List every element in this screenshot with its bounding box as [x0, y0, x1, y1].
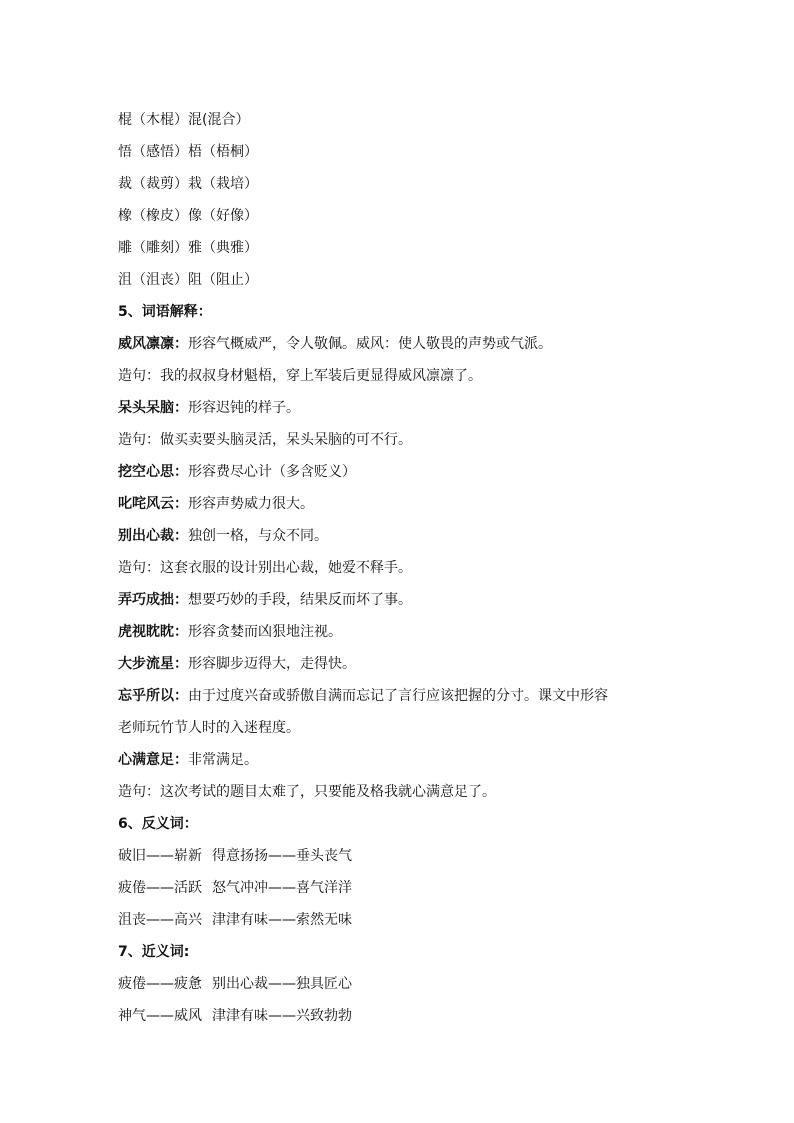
antonym-pair: 破旧——崭新 — [118, 848, 202, 864]
antonym-pair: 得意扬扬——垂头丧气 — [212, 848, 352, 864]
synonym-pair: 神气——威风 — [118, 1008, 202, 1024]
definition-line — [118, 392, 718, 424]
synonym-pair: 疲倦——疲惫 — [118, 976, 202, 992]
definition-text: 形容费尽心计（多含贬义） — [188, 464, 356, 480]
char-pair-line: 沮（沮丧）阻（阻止） — [118, 272, 258, 288]
section-heading-word-explanation: 5、词语解释： — [118, 304, 212, 320]
antonym-pair: 疲倦——活跃 — [118, 880, 202, 896]
definition-continuation-line — [118, 712, 718, 744]
section-heading-synonyms: 7、近义词: — [118, 944, 190, 960]
char-pair-line: 雕（雕刻）雅（典雅） — [118, 240, 258, 256]
definition-line — [118, 680, 718, 712]
synonym-row — [118, 1000, 718, 1032]
term: 别出心裁： — [118, 528, 188, 544]
definition-text: 形容贪婪而凶狠地注视。 — [188, 624, 342, 640]
antonym-pair: 津津有味——索然无味 — [212, 912, 352, 928]
definition-text: 形容气概威严，令人敬佩。威风：使人敬畏的声势或气派。 — [188, 336, 552, 352]
definition-line — [118, 648, 718, 680]
example-sentence-line — [118, 776, 718, 808]
definition-line — [118, 744, 718, 776]
synonym-row — [118, 968, 718, 1000]
example-text: 造句：这次考试的题目太难了，只要能及格我就心满意足了。 — [118, 784, 496, 800]
example-text: 造句：这套衣服的设计别出心裁，她爱不释手。 — [118, 560, 412, 576]
synonym-pair: 别出心裁——独具匠心 — [212, 976, 352, 992]
definition-text: 独创一格，与众不同。 — [188, 528, 328, 544]
term: 忘乎所以： — [118, 688, 188, 704]
definition-text: 形容声势威力很大。 — [188, 496, 314, 512]
definition-text: 想要巧妙的手段，结果反而坏了事。 — [188, 592, 412, 608]
example-sentence-line — [118, 424, 718, 456]
example-text: 造句：做买卖要头脑灵活，呆头呆脑的可不行。 — [118, 432, 412, 448]
char-pair-line: 棍（木棍）混(混合） — [118, 112, 250, 128]
definition-line — [118, 328, 718, 360]
section-heading-antonyms: 6、反义词： — [118, 816, 198, 832]
char-pair-line: 橡（橡皮）像（好像） — [118, 208, 258, 224]
antonym-row — [118, 904, 718, 936]
term: 呆头呆脑： — [118, 400, 188, 416]
definition-line — [118, 488, 718, 520]
definition-text: 老师玩竹节人时的入迷程度。 — [118, 720, 300, 736]
example-text: 造句：我的叔叔身材魁梧，穿上军装后更显得威风凛凛了。 — [118, 368, 482, 384]
definition-text: 由于过度兴奋或骄傲自满而忘记了言行应该把握的分寸。课文中形容 — [188, 688, 608, 704]
document-body — [118, 104, 718, 1032]
term: 威风凛凛： — [118, 336, 188, 352]
antonym-row — [118, 840, 718, 872]
term: 弄巧成拙： — [118, 592, 188, 608]
definition-text: 形容脚步迈得大，走得快。 — [188, 656, 356, 672]
term: 大步流星： — [118, 656, 188, 672]
definition-line — [118, 520, 718, 552]
antonym-pair: 沮丧——高兴 — [118, 912, 202, 928]
definition-line — [118, 584, 718, 616]
char-pair-line: 裁（裁剪）栽（栽培） — [118, 176, 258, 192]
example-sentence-line — [118, 360, 718, 392]
definition-text: 形容迟钝的样子。 — [188, 400, 300, 416]
definition-text: 非常满足。 — [188, 752, 258, 768]
antonym-row — [118, 872, 718, 904]
term: 叱咤风云： — [118, 496, 188, 512]
definition-line — [118, 456, 718, 488]
char-pair-line: 悟（感悟）梧（梧桐） — [118, 144, 258, 160]
synonym-pair: 津津有味——兴致勃勃 — [212, 1008, 352, 1024]
antonym-pair: 怒气冲冲——喜气洋洋 — [212, 880, 352, 896]
term: 心满意足： — [118, 752, 188, 768]
example-sentence-line — [118, 552, 718, 584]
term: 挖空心思： — [118, 464, 188, 480]
term: 虎视眈眈： — [118, 624, 188, 640]
definition-line — [118, 616, 718, 648]
